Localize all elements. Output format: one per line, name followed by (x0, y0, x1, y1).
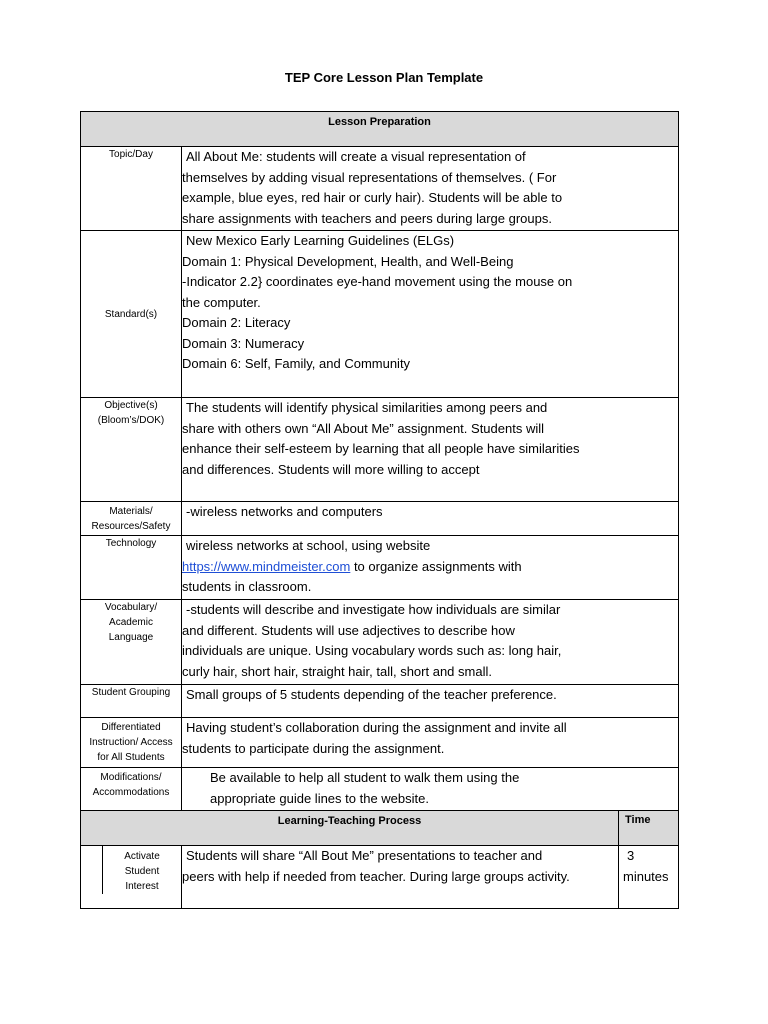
materials-row (81, 502, 679, 536)
vocabulary-label: Vocabulary/ Academic Language (81, 600, 182, 685)
topic-label: Topic/Day (81, 147, 182, 231)
activate-label-cell (81, 846, 182, 909)
technology-content: wireless networks at school, using website https://www.mindmeister.com to organize assignments with students in classroom. (182, 536, 679, 600)
activate-row (81, 846, 679, 909)
standards-row (81, 231, 679, 398)
differentiated-row (81, 718, 679, 768)
standards-label: Standard(s) (81, 231, 182, 398)
modifications-label: Modifications/ Accommodations (81, 768, 182, 811)
learning-teaching-header: Learning-Teaching Process (81, 811, 619, 846)
lesson-plan-table (80, 111, 679, 909)
mindmeister-link[interactable]: https://www.mindmeister.com (182, 558, 351, 574)
activate-time: 3 minutes (619, 846, 679, 909)
lesson-preparation-header-row (81, 112, 679, 147)
grouping-row (81, 685, 679, 718)
differentiated-content: Having student’s collaboration during the assignment and invite all students to participate during the assignment. (182, 718, 679, 768)
activate-content: Students will share “All Bout Me” presentations to teacher and peers with help if needed from teacher. During large groups activity. (182, 846, 619, 909)
topic-content: All About Me: students will create a visual representation of themselves by adding visual representations of themselves. ( For example, blue eyes, red hair or curly hair). Students will be able to share assignments with teachers and peers during large groups. (182, 147, 679, 231)
objectives-content: The students will identify physical similarities among peers and share with others own “All About Me” assignment. Students will enhance their self-esteem by learning that all people have similarities and differences. Students will more willing to accept (182, 398, 679, 502)
objectives-label: Objective(s) (Bloom’s/DOK) (81, 398, 182, 502)
materials-label: Materials/ Resources/Safety (81, 502, 182, 536)
grouping-label: Student Grouping (81, 685, 182, 718)
modifications-row (81, 768, 679, 811)
vocabulary-row (81, 600, 679, 685)
learning-teaching-header-row (81, 811, 679, 846)
activate-label: Activate Student Interest (124, 851, 160, 892)
modifications-content: Be available to help all student to walk them using the appropriate guide lines to the website. (182, 768, 679, 811)
vocabulary-content: -students will describe and investigate how individuals are similar and different. Students will use adjectives to describe how individuals are unique. Using vocabulary words such as: long hair, curly hair, short hair, straight hair, tall, short and small. (182, 600, 679, 685)
technology-label: Technology (81, 536, 182, 600)
differentiated-label: Differentiated Instruction/ Access for All Students (81, 718, 182, 768)
objectives-row (81, 398, 679, 502)
standards-content: New Mexico Early Learning Guidelines (ELGs) Domain 1: Physical Development, Health, and Well-Being -Indicator 2.2} coordinates eye-hand movement using the mouse on the computer. Domain 2: Literacy Domain 3: Numeracy Domain 6: Self, Family, and Community (182, 231, 679, 398)
materials-content: -wireless networks and computers (182, 502, 679, 536)
lesson-preparation-header: Lesson Preparation (81, 112, 679, 147)
time-header: Time (619, 811, 679, 846)
topic-row (81, 147, 679, 231)
technology-row (81, 536, 679, 600)
grouping-content: Small groups of 5 students depending of the teacher preference. (182, 685, 679, 718)
document-title: TEP Core Lesson Plan Template (284, 70, 484, 85)
